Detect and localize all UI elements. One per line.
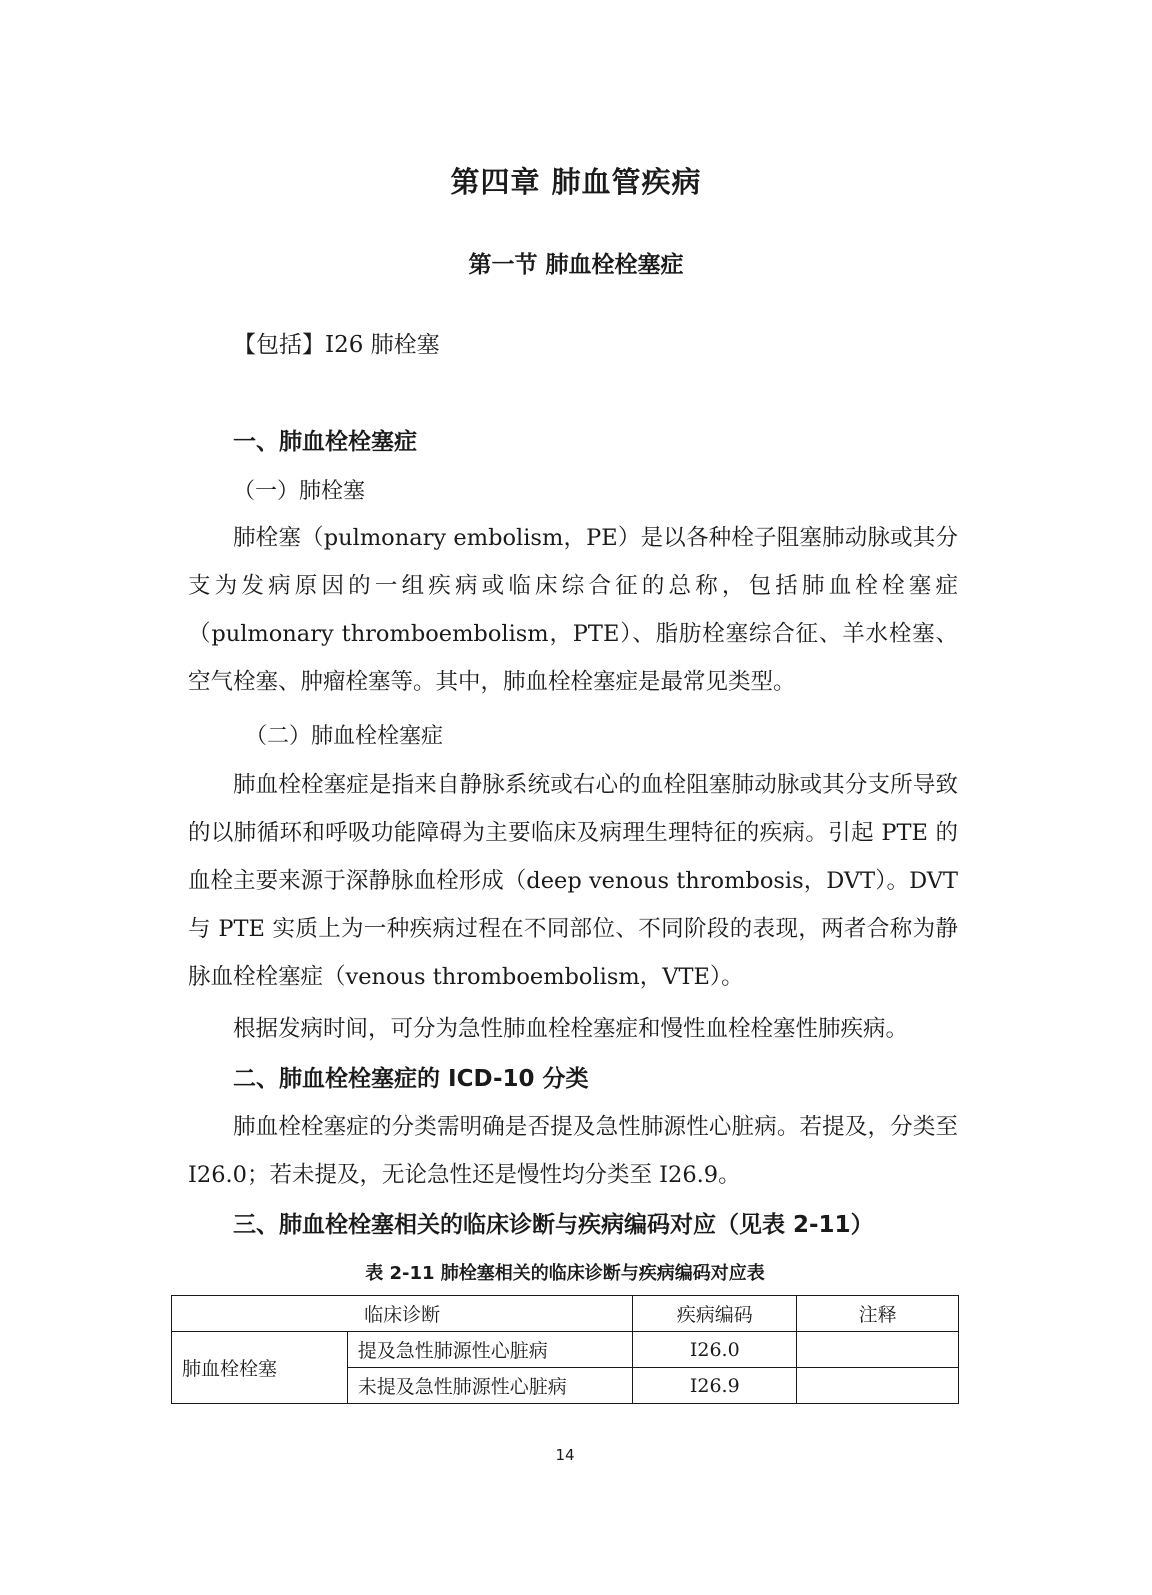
chapter-title: 第四章 肺血管疾病 (450, 165, 702, 199)
paragraph-onset-classification: 根据发病时间，可分为急性肺血栓栓塞症和慢性血栓栓塞性肺疾病。 (233, 1016, 909, 1042)
table-header-row (172, 1296, 959, 1332)
sub-diagnosis-cell: 提及急性肺源性心脏病 (347, 1332, 633, 1368)
paragraph-pte-definition: 肺血栓栓塞症是指来自静脉系统或右心的血栓阻塞肺动脉或其分支所导致的以肺循环和呼吸功能障碍为主要临床及病理生理特征的疾病。引起 PTE 的血栓主要来源于深静脉血栓形成（deep venous thrombosis，DVT）。DVT 与 PTE 实质上为一种疾病过程在不同部位、不同阶段的表现，两者合称为静脉血栓栓塞症（venous thromboembolism，VTE）。 (188, 772, 958, 990)
code-cell: I26.0 (633, 1332, 797, 1368)
subheading-pulmonary-embolism: （一）肺栓塞 (233, 479, 366, 504)
section-title: 第一节 肺血栓栓塞症 (468, 252, 684, 278)
sub-diagnosis-cell: 未提及急性肺源性心脏病 (347, 1368, 633, 1404)
header-note: 注释 (797, 1296, 959, 1332)
table-row (172, 1332, 959, 1368)
note-cell (797, 1332, 959, 1368)
table-caption: 表 2-11 肺栓塞相关的临床诊断与疾病编码对应表 (365, 1263, 765, 1284)
page-number: 14 (555, 1446, 575, 1464)
code-cell: I26.9 (633, 1368, 797, 1404)
paragraph-icd-classification: 肺血栓栓塞症的分类需明确是否提及急性肺源性心脏病。若提及，分类至 I26.0；若未提及，无论急性还是慢性均分类至 I26.9。 (188, 1114, 958, 1188)
subheading-pte: （二）肺血栓栓塞症 (245, 724, 444, 749)
diagnosis-code-table (171, 1295, 959, 1404)
header-diagnosis: 临床诊断 (172, 1296, 633, 1332)
group-label-cell: 肺血栓栓塞 (172, 1332, 348, 1404)
heading-1: 一、肺血栓栓塞症 (233, 429, 417, 455)
header-code: 疾病编码 (633, 1296, 797, 1332)
heading-3: 三、肺血栓栓塞相关的临床诊断与疾病编码对应（见表 2-11） (233, 1212, 874, 1238)
heading-2: 二、肺血栓栓塞症的 ICD-10 分类 (233, 1066, 589, 1092)
include-line: 【包括】I26 肺栓塞 (233, 332, 440, 358)
note-cell (797, 1368, 959, 1404)
paragraph-pe-definition: 肺栓塞（pulmonary embolism，PE）是以各种栓子阻塞肺动脉或其分支为发病原因的一组疾病或临床综合征的总称，包括肺血栓栓塞症（pulmonary thromboembolism，PTE）、脂肪栓塞综合征、羊水栓塞、空气栓塞、肿瘤栓塞等。其中，肺血栓栓塞症是最常见类型。 (188, 525, 958, 695)
